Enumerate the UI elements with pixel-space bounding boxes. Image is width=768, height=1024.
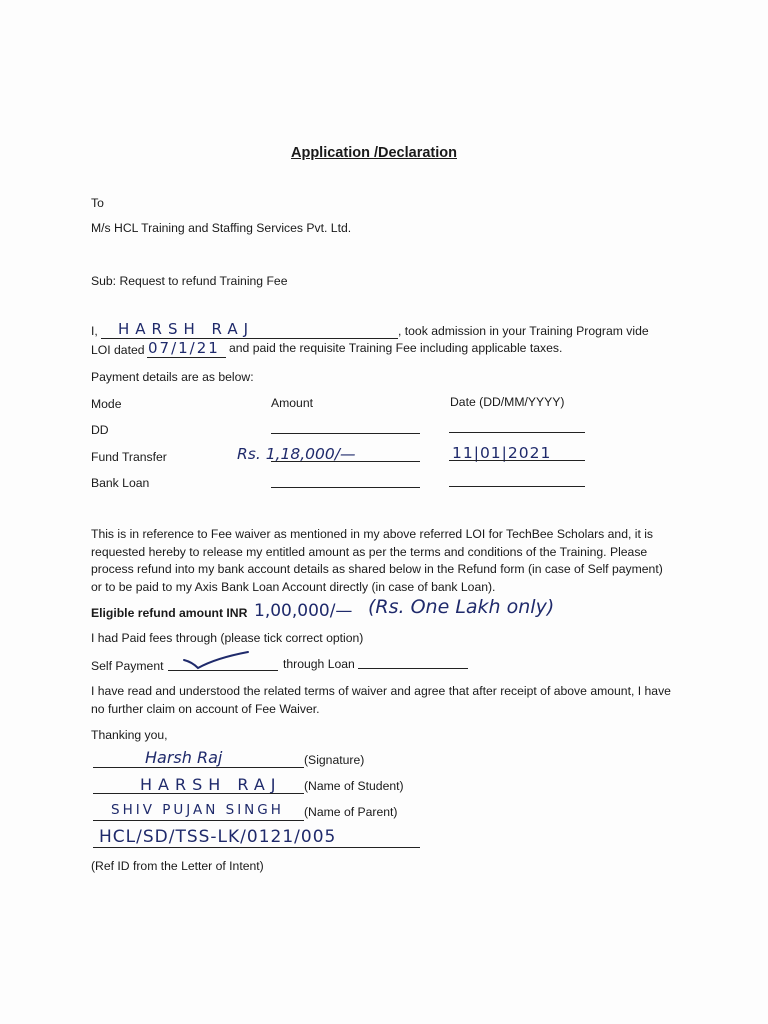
loi-date-underline [147,357,226,358]
fund-transfer-amount-handwritten: Rs. 1,18,000/— [237,445,356,463]
loi-date-handwritten: 07/1/21 [148,339,220,357]
bank-loan-date-line [449,486,585,487]
header-mode: Mode [91,397,122,411]
refund-amount-handwritten: 1,00,000/— [254,601,353,621]
signature-handwritten: Harsh Raj [145,748,223,767]
header-date: Date (DD/MM/YYYY) [450,395,565,409]
refund-words-handwritten: (Rs. One Lakh only) [368,596,555,618]
declaration-line2-suffix: and paid the requisite Training Fee including applicable taxes. [229,341,563,355]
self-payment-line [168,670,278,671]
parent-name-label: (Name of Parent) [304,805,398,819]
payment-intro: Payment details are as below: [91,370,254,384]
paid-through-label: I had Paid fees through (please tick correct option) [91,631,364,645]
ref-id-label: (Ref ID from the Letter of Intent) [91,859,264,873]
refund-label: Eligible refund amount INR [91,606,248,620]
table-row-mode: Fund Transfer [91,450,167,464]
student-name-underline [101,338,398,339]
student-name-handwritten: HARSH RAJ [118,320,255,338]
parent-name-line [93,820,304,821]
table-row-mode: DD [91,423,109,437]
through-loan-label: through Loan [283,657,355,671]
waiver-paragraph: I have read and understood the related terms of waiver and agree that after receipt of above amount, I have no further claim on account of Fee Waiver. [91,684,671,716]
signature-label: (Signature) [304,753,365,767]
page-title: Application /Declaration [291,145,457,161]
reference-paragraph: This is in reference to Fee waiver as mentioned in my above referred LOI for TechBee Scholars and, it is requested hereby to release my entitled amount as per the terms and conditions of the Training. Please process refund into my bank account details as shared below in the Refund form (in case of Self payment) or to be paid to my Axis Bank Loan Account directly (in case of bank Loan). [91,527,663,594]
through-loan-line [358,668,468,669]
bank-loan-amount-line [271,487,420,488]
fund-transfer-date-handwritten: 11|01|2021 [452,444,552,462]
parent-name-handwritten: SHIV PUJAN SINGH [111,802,284,818]
subject-line: Sub: Request to refund Training Fee [91,274,288,288]
addressee: M/s HCL Training and Staffing Services Pvt. Ltd. [91,221,352,235]
closing-text: Thanking you, [91,728,168,742]
tick-mark-icon [182,650,252,670]
declaration-line1-suffix: , took admission in your Training Program vide [398,324,649,338]
dd-amount-line [271,433,420,434]
declaration-prefix: I, [91,324,98,338]
table-row-mode: Bank Loan [91,476,150,490]
fund-transfer-amount-line [271,461,420,462]
fund-transfer-date-line [449,460,585,461]
to-label: To [91,196,104,210]
student-name-line [93,793,304,794]
student-name-signature-handwritten: HARSH RAJ [140,775,282,794]
loi-dated-label: LOI dated [91,343,145,357]
dd-date-line [449,432,585,433]
header-amount: Amount [271,396,314,410]
student-name-label: (Name of Student) [304,779,404,793]
ref-id-handwritten: HCL/SD/TSS-LK/0121/005 [99,827,337,847]
self-payment-label: Self Payment [91,659,164,673]
signature-line [93,767,304,768]
ref-id-line [93,847,420,848]
